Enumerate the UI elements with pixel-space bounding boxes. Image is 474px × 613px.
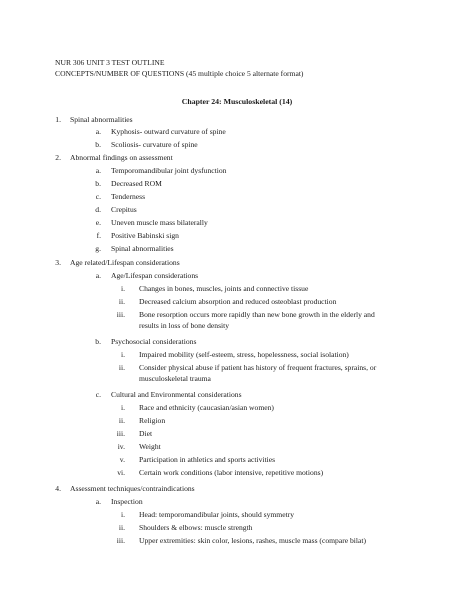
outline-marker: c.	[95, 192, 101, 201]
outline-text: Changes in bones, muscles, joints and connective tissue	[139, 284, 309, 293]
outline-marker: g.	[95, 244, 101, 253]
outline-marker: b.	[95, 337, 101, 346]
outline-text: Diet	[139, 429, 153, 438]
outline-marker: f.	[96, 231, 101, 240]
outline-text: Age related/Lifespan considerations	[70, 258, 180, 267]
outline-text: Assessment techniques/contraindications	[70, 484, 195, 493]
outline-marker: v.	[119, 455, 125, 464]
outline-text: Shoulders & elbows: muscle strength	[139, 523, 253, 532]
outline-marker: ii.	[118, 297, 125, 306]
outline-text: Abnormal findings on assessment	[70, 153, 173, 162]
outline-text: Bone resorption occurs more rapidly than new bone growth in the elderly and	[139, 310, 375, 319]
outline-text: results in loss of bone density	[139, 321, 230, 330]
outline-marker: b.	[95, 140, 101, 149]
outline-text: Decreased ROM	[111, 179, 162, 188]
outline-text: Spinal abnormalities	[70, 115, 133, 124]
outline-text: Religion	[139, 416, 166, 425]
outline-text: Psychosocial considerations	[111, 337, 197, 346]
outline-text: Upper extremities: skin color, lesions, rashes, muscle mass (compare bilat)	[139, 536, 367, 545]
outline-text: Consider physical abuse if patient has history of frequent fractures, sprains, or	[139, 363, 377, 372]
outline-text: Impaired mobility (self-esteem, stress, hopelessness, social isolation)	[139, 350, 349, 359]
outline-marker: iv.	[117, 442, 125, 451]
outline-marker: a.	[95, 497, 101, 506]
outline-text: Temporomandibular joint dysfunction	[111, 166, 227, 175]
outline-marker: d.	[95, 205, 101, 214]
outline-text: Uneven muscle mass bilaterally	[111, 218, 208, 227]
outline-marker: i.	[120, 510, 125, 519]
outline-marker: iii.	[116, 310, 125, 319]
outline-marker: a.	[95, 166, 101, 175]
outline-text: Head: temporomandibular joints, should symmetry	[139, 510, 295, 519]
outline-marker: ii.	[118, 416, 125, 425]
outline-text: Weight	[139, 442, 161, 451]
outline-marker: 4.	[55, 484, 61, 493]
outline-text: Cultural and Environmental considerations	[111, 390, 242, 399]
outline-text: Certain work conditions (labor intensive, repetitive motions)	[139, 468, 324, 477]
outline-text: Decreased calcium absorption and reduced osteoblast production	[139, 297, 337, 306]
outline-marker: i.	[120, 284, 125, 293]
outline-subtitle: CONCEPTS/NUMBER OF QUESTIONS (45 multiple choice 5 alternate format)	[55, 69, 304, 78]
outline-text: Positive Babinski sign	[111, 231, 179, 240]
outline-marker: ii.	[118, 363, 125, 372]
course-heading: NUR 306 UNIT 3 TEST OUTLINE	[55, 58, 165, 67]
outline-marker: vi.	[117, 468, 125, 477]
outline-marker: b.	[95, 179, 101, 188]
outline-text: Crepitus	[111, 205, 137, 214]
outline-marker: ii.	[118, 523, 125, 532]
outline-marker: a.	[95, 127, 101, 136]
outline-text: Spinal abnormalities	[111, 244, 174, 253]
outline-text: Age/Lifespan considerations	[111, 271, 199, 280]
outline-marker: i.	[120, 350, 125, 359]
outline-text: Kyphosis- outward curvature of spine	[111, 127, 226, 136]
outline-text: Scoliosis- curvature of spine	[111, 140, 198, 149]
outline-marker: 2.	[55, 153, 61, 162]
outline-text: Race and ethnicity (caucasian/asian women)	[139, 403, 274, 412]
outline-marker: 3.	[55, 258, 61, 267]
chapter-title: Chapter 24: Musculoskeletal (14)	[181, 97, 293, 106]
outline-text: Inspection	[111, 497, 143, 506]
outline-text: musculoskeletal trauma	[139, 374, 211, 383]
outline-marker: 1.	[55, 115, 61, 124]
outline-text: Tenderness	[111, 192, 146, 201]
outline-text: Participation in athletics and sports activities	[139, 455, 276, 464]
outline-marker: c.	[95, 390, 101, 399]
outline-marker: e.	[95, 218, 101, 227]
outline-marker: iii.	[116, 536, 125, 545]
outline-marker: iii.	[116, 429, 125, 438]
outline-marker: a.	[95, 271, 101, 280]
outline-marker: i.	[120, 403, 125, 412]
